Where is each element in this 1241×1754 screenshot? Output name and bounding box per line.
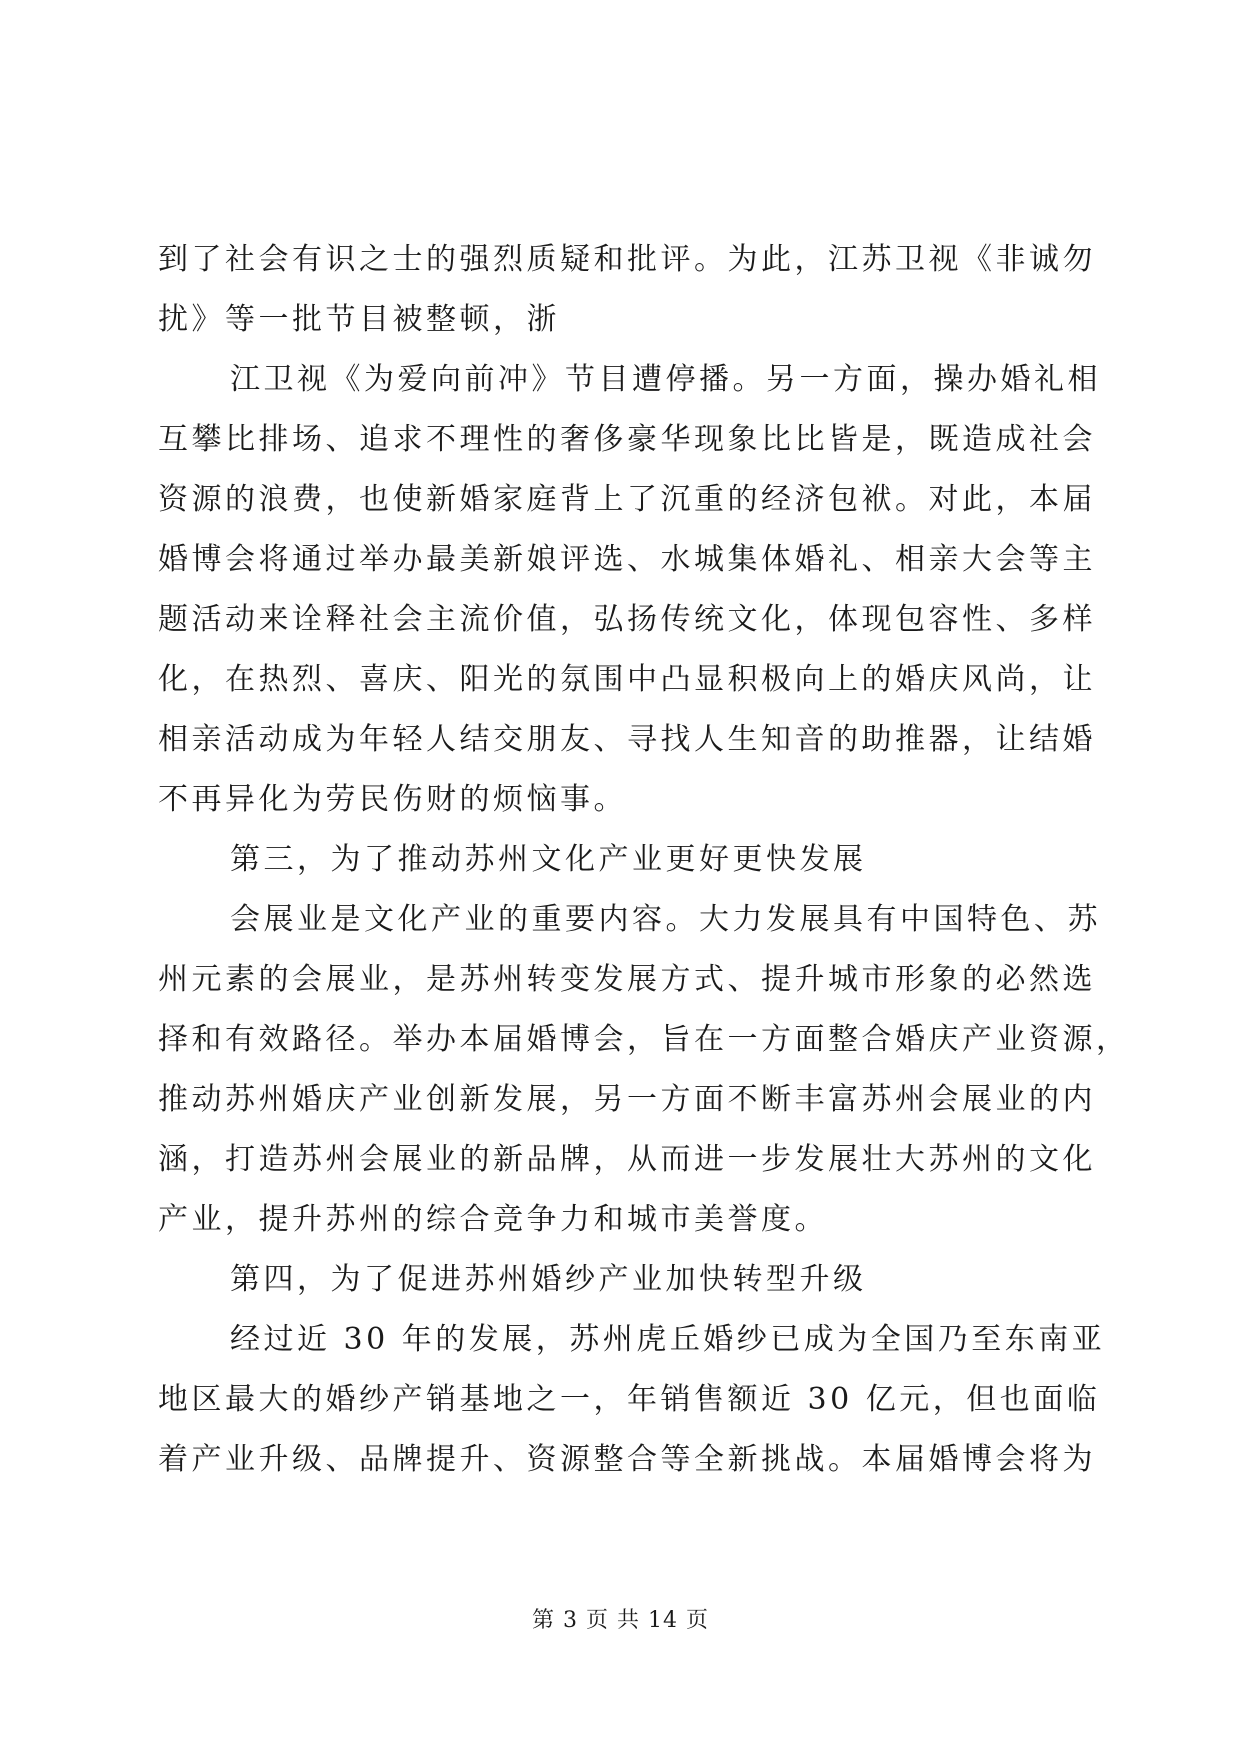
text-line: 会展业是文化产业的重要内容。大力发展具有中国特色、苏 <box>230 902 1101 937</box>
text-line: 涵，打造苏州会展业的新品牌，从而进一步发展壮大苏州的文化 <box>158 1142 1096 1177</box>
text-line: 地区最大的婚纱产销基地之一，年销售额近 30 亿元，但也面临 <box>158 1382 1101 1417</box>
text-line: 题活动来诠释社会主流价值，弘扬传统文化，体现包容性、多样 <box>158 602 1096 637</box>
text-line: 推动苏州婚庆产业创新发展，另一方面不断丰富苏州会展业的内 <box>158 1082 1096 1117</box>
text-line: 产业，提升苏州的综合竞争力和城市美誉度。 <box>158 1202 828 1237</box>
text-line: 相亲活动成为年轻人结交朋友、寻找人生知音的助推器，让结婚 <box>158 722 1096 757</box>
document-body <box>158 230 1130 1490</box>
text-line: 经过近 30 年的发展，苏州虎丘婚纱已成为全国乃至东南亚 <box>230 1322 1106 1357</box>
text-line: 资源的浪费，也使新婚家庭背上了沉重的经济包袱。对此，本届 <box>158 482 1096 517</box>
text-line: 互攀比排场、追求不理性的奢侈豪华现象比比皆是，既造成社会 <box>158 422 1096 457</box>
section-heading: 第四，为了促进苏州婚纱产业加快转型升级 <box>230 1262 867 1297</box>
text-line: 不再异化为劳民伤财的烦恼事。 <box>158 782 627 817</box>
text-line: 着产业升级、品牌提升、资源整合等全新挑战。本届婚博会将为 <box>158 1442 1096 1477</box>
text-line: 到了社会有识之士的强烈质疑和批评。为此，江苏卫视《非诚勿 <box>158 242 1096 277</box>
text-line: 州元素的会展业，是苏州转变发展方式、提升城市形象的必然选 <box>158 962 1096 997</box>
text-line: 江卫视《为爱向前冲》节目遭停播。另一方面，操办婚礼相 <box>230 362 1101 397</box>
section-heading: 第三，为了推动苏州文化产业更好更快发展 <box>230 842 867 877</box>
text-line: 择和有效路径。举办本届婚博会，旨在一方面整合婚庆产业资源， <box>158 1022 1130 1057</box>
text-line: 扰》等一批节目被整顿，浙 <box>158 302 560 337</box>
text-line: 婚博会将通过举办最美新娘评选、水城集体婚礼、相亲大会等主 <box>158 542 1096 577</box>
text-line: 化，在热烈、喜庆、阳光的氛围中凸显积极向上的婚庆风尚，让 <box>158 662 1096 697</box>
page-number-footer: 第 3 页 共 14 页 <box>532 1608 709 1633</box>
